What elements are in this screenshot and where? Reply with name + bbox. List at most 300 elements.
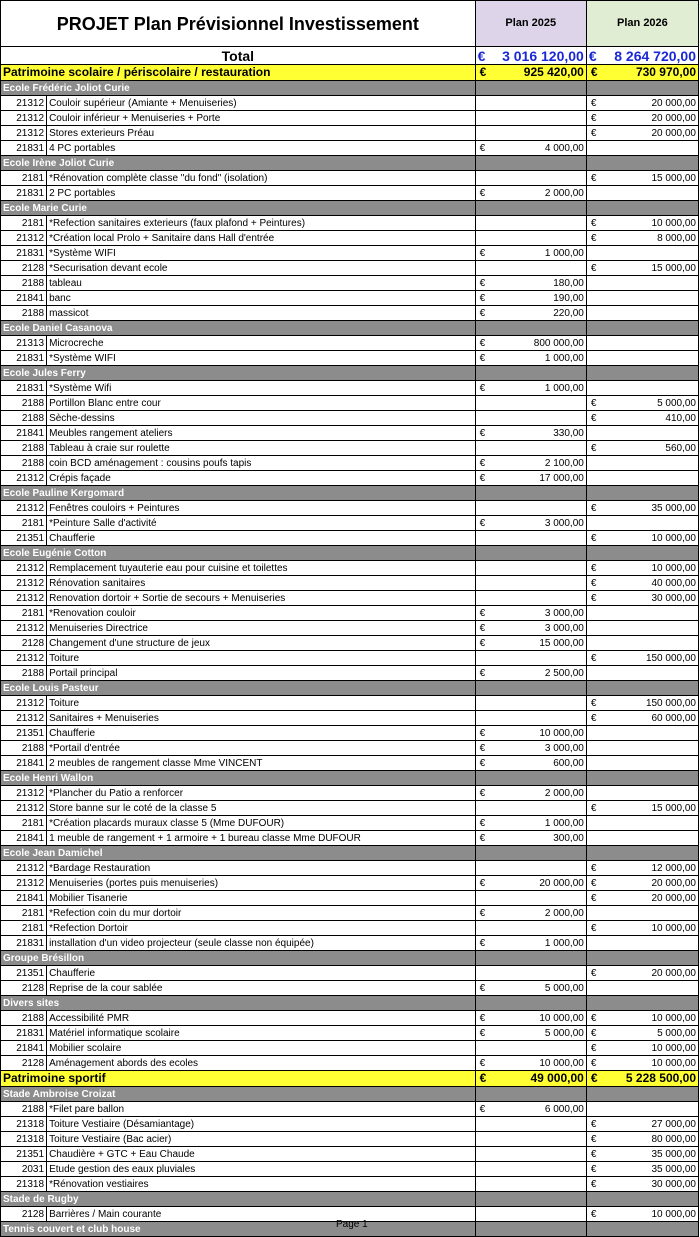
p26-value: 10 000,00 [651,922,696,934]
currency-symbol: € [479,65,487,79]
category-row [1,65,699,81]
table-row [1,756,699,771]
p25-value: 800 000,00 [533,337,584,349]
page-number: Page 1 [336,1219,368,1230]
account-code: 21312 [1,876,47,891]
account-code: 21312 [1,711,47,726]
currency-symbol: € [479,1071,487,1085]
empty-cell [586,1222,698,1237]
p26-cell [586,531,698,546]
currency-symbol: € [590,892,597,904]
p25-value: 925 420,00 [523,65,584,79]
account-code: 21312 [1,126,47,141]
item-label: *Securisation devant ecole [47,261,476,276]
item-label: *Portail d'entrée [47,741,476,756]
currency-symbol: € [479,382,486,394]
p26-value: 8 000,00 [657,232,696,244]
item-label: *Refection Dortoir [47,921,476,936]
account-code: 21312 [1,501,47,516]
table-row [1,891,699,906]
item-label: *Création local Prolo + Sanitaire dans Hall d'entrée [47,231,476,246]
p26-cell [586,111,698,126]
item-label: Chaudière + GTC + Eau Chaude [47,1147,476,1162]
table-row [1,561,699,576]
p25-cell [475,456,586,471]
account-code: 2128 [1,1056,47,1071]
currency-symbol: € [590,97,597,109]
table-row [1,246,699,261]
table-row [1,1056,699,1071]
table-row [1,966,699,981]
currency-symbol: € [590,1133,597,1145]
empty-cell [586,771,698,786]
currency-symbol: € [479,292,486,304]
p26-cell [586,1207,698,1222]
p25-cell [475,216,586,231]
school-header-row [1,156,699,171]
p25-value: 20 000,00 [539,877,584,889]
school-name: Ecole Marie Curie [1,201,476,216]
p25-value: 300,00 [553,832,584,844]
p26-cell [586,741,698,756]
p26-cell [586,621,698,636]
p25-value: 190,00 [553,292,584,304]
currency-symbol: € [590,217,597,229]
header-row [1,1,699,47]
table-row [1,1041,699,1056]
account-code: 2188 [1,1011,47,1026]
table-row [1,441,699,456]
empty-cell [475,321,586,336]
empty-cell [586,321,698,336]
account-code: 21831 [1,186,47,201]
currency-symbol: € [479,187,486,199]
table-row [1,306,699,321]
p25-cell [475,936,586,951]
p25-value: 2 100,00 [544,457,584,469]
currency-symbol: € [479,982,486,994]
p26-cell [586,246,698,261]
table-row [1,876,699,891]
p25-cell [475,561,586,576]
currency-symbol: € [590,562,597,574]
p26-value: 80 000,00 [651,1133,696,1145]
p26-value: 15 000,00 [651,172,696,184]
empty-cell [586,81,698,96]
currency-symbol: € [479,247,486,259]
item-label: Changement d'une structure de jeux [47,636,476,651]
empty-cell [586,951,698,966]
account-code: 2128 [1,636,47,651]
p26-value: 5 000,00 [657,397,696,409]
p25-value: 220,00 [553,307,584,319]
p26-value: 410,00 [665,412,696,424]
p25-cell [475,351,586,366]
account-code: 21318 [1,1117,47,1132]
p25-cell [475,1041,586,1056]
currency-symbol: € [590,112,597,124]
p25-cell [475,816,586,831]
school-header-row [1,951,699,966]
item-label: Fenêtres couloirs + Peintures [47,501,476,516]
p26-cell [586,786,698,801]
account-code: 2188 [1,666,47,681]
p25-cell [475,801,586,816]
table-row [1,291,699,306]
school-header-row [1,846,699,861]
school-header-row [1,201,699,216]
currency-symbol: € [590,232,597,244]
account-code: 21312 [1,111,47,126]
table-row [1,1162,699,1177]
currency-symbol: € [479,427,486,439]
item-label: *Plancher du Patio a renforcer [47,786,476,801]
currency-symbol: € [479,1057,486,1069]
item-label: *Système Wifi [47,381,476,396]
empty-cell [475,81,586,96]
item-label: Menuiseries Directrice [47,621,476,636]
p26-cell [586,861,698,876]
item-label: Chaufferie [47,531,476,546]
currency-symbol: € [588,47,597,64]
account-code: 21318 [1,1132,47,1147]
p25-cell [475,381,586,396]
p25-value: 2 000,00 [544,187,584,199]
school-name: Stade de Rugby [1,1192,476,1207]
account-code: 2181 [1,906,47,921]
table-row [1,1102,699,1117]
p26-cell [586,891,698,906]
empty-cell [475,1087,586,1102]
p26-cell [586,876,698,891]
table-row [1,1026,699,1041]
p26-cell [586,816,698,831]
school-header-row [1,1192,699,1207]
p26-value: 10 000,00 [651,1208,696,1220]
currency-symbol: € [590,862,597,874]
item-label: Sanitaires + Menuiseries [47,711,476,726]
p25-cell [475,1177,586,1192]
item-label: Accessibilité PMR [47,1011,476,1026]
p26-value: 40 000,00 [651,577,696,589]
p25-cell [475,906,586,921]
p26-cell [586,666,698,681]
account-code: 21831 [1,351,47,366]
p25-cell [475,636,586,651]
school-header-row [1,321,699,336]
currency-symbol: € [479,742,486,754]
item-label: Portillon Blanc entre cour [47,396,476,411]
table-row [1,141,699,156]
p25-cell [475,1026,586,1041]
item-label: Toiture Vestiaire (Bac acier) [47,1132,476,1147]
p26-cell [586,126,698,141]
p25-value: 1 000,00 [544,382,584,394]
account-code: 2128 [1,1207,47,1222]
item-label: Renovation dortoir + Sortie de secours + Menuiseries [47,591,476,606]
table-row [1,261,699,276]
p26-cell [586,501,698,516]
currency-symbol: € [590,1027,597,1039]
item-label: *Système WIFI [47,351,476,366]
account-code: 21312 [1,786,47,801]
currency-symbol: € [479,637,486,649]
p26-value: 20 000,00 [651,112,696,124]
account-code: 21313 [1,336,47,351]
p25-cell [475,246,586,261]
plan-2025-header: Plan 2025 [475,1,586,47]
school-name: Divers sites [1,996,476,1011]
table-row [1,921,699,936]
account-code: 21312 [1,651,47,666]
table-row [1,1147,699,1162]
item-label: Sèche-dessins [47,411,476,426]
p25-cell [475,186,586,201]
currency-symbol: € [590,922,597,934]
p26-cell [586,636,698,651]
table-row [1,1117,699,1132]
currency-symbol: € [590,1057,597,1069]
category-label: Patrimoine scolaire / périscolaire / restauration [1,65,476,81]
item-label: *Rénovation vestiaires [47,1177,476,1192]
school-header-row [1,366,699,381]
p26-cell [586,141,698,156]
currency-symbol: € [590,697,597,709]
p26-cell [586,1132,698,1147]
p25-cell [475,1132,586,1147]
item-label: Tableau à craie sur roulette [47,441,476,456]
currency-symbol: € [590,412,597,424]
empty-cell [586,486,698,501]
account-code: 21841 [1,426,47,441]
p26-cell [586,831,698,846]
p26-cell [586,576,698,591]
empty-cell [586,546,698,561]
table-row [1,726,699,741]
p25-cell [475,141,586,156]
account-code: 2188 [1,306,47,321]
item-label: *Renovation couloir [47,606,476,621]
school-name: Ecole Daniel Casanova [1,321,476,336]
currency-symbol: € [590,502,597,514]
table-row [1,411,699,426]
p26-cell [586,906,698,921]
p26-cell [586,261,698,276]
p25-cell [475,96,586,111]
p25-cell [475,1071,586,1087]
p25-cell [475,65,586,81]
table-row [1,1132,699,1147]
account-code: 2031 [1,1162,47,1177]
empty-cell [475,681,586,696]
currency-symbol: € [590,1012,597,1024]
p26-cell [586,801,698,816]
p25-value: 2 500,00 [544,667,584,679]
currency-symbol: € [479,1012,486,1024]
item-label: banc [47,291,476,306]
school-name: Ecole Irène Joliot Curie [1,156,476,171]
table-row [1,831,699,846]
table-row [1,126,699,141]
p25-cell [475,831,586,846]
p25-cell [475,1056,586,1071]
account-code: 21312 [1,861,47,876]
p26-cell [586,1102,698,1117]
p26-cell [586,1026,698,1041]
p25-cell [475,726,586,741]
p26-cell [586,231,698,246]
p25-value: 15 000,00 [539,637,584,649]
p26-cell [586,1011,698,1026]
p26-value: 20 000,00 [651,127,696,139]
currency-symbol: € [479,1027,486,1039]
p25-cell [475,426,586,441]
account-code: 21312 [1,561,47,576]
p26-value: 10 000,00 [651,1012,696,1024]
currency-symbol: € [590,1178,597,1190]
item-label: Mobilier Tisanerie [47,891,476,906]
account-code: 2188 [1,1102,47,1117]
p25-cell [475,876,586,891]
table-row [1,621,699,636]
school-header-row [1,771,699,786]
p26-cell [586,471,698,486]
item-label: 2 meubles de rangement classe Mme VINCENT [47,756,476,771]
account-code: 21312 [1,576,47,591]
p26-value: 150 000,00 [645,652,696,664]
p25-cell [475,516,586,531]
table-row [1,381,699,396]
p25-cell [475,711,586,726]
table-row [1,516,699,531]
item-label: *Refection coin du mur dortoir [47,906,476,921]
p25-value: 49 000,00 [530,1071,584,1085]
p26-cell [586,456,698,471]
p26-value: 35 000,00 [651,1148,696,1160]
p25-cell [475,411,586,426]
item-label: *Rénovation complète classe "du fond" (isolation) [47,171,476,186]
school-name: Ecole Frédéric Joliot Curie [1,81,476,96]
p25-cell [475,1162,586,1177]
p25-value: 330,00 [553,427,584,439]
p25-cell [475,306,586,321]
p26-cell [586,65,698,81]
p25-value: 6 000,00 [544,1103,584,1115]
item-label: *Filet pare ballon [47,1102,476,1117]
table-row [1,396,699,411]
p26-value: 150 000,00 [645,697,696,709]
p25-cell [475,576,586,591]
item-label: tableau [47,276,476,291]
p26-cell [586,1071,698,1087]
account-code: 2181 [1,516,47,531]
p25-cell [475,501,586,516]
p26-cell [586,651,698,666]
table-row [1,276,699,291]
currency-symbol: € [479,517,486,529]
empty-cell [586,366,698,381]
currency-symbol: € [479,622,486,634]
item-label: Microcreche [47,336,476,351]
p26-cell [586,336,698,351]
empty-cell [586,681,698,696]
table-row [1,111,699,126]
item-label: Aménagement abords des ecoles [47,1056,476,1071]
total-2025-value: 3 016 120,00 [502,47,584,64]
p26-cell [586,981,698,996]
p25-value: 10 000,00 [539,1057,584,1069]
account-code: 21318 [1,1177,47,1192]
currency-symbol: € [479,832,486,844]
p26-cell [586,1041,698,1056]
p26-value: 10 000,00 [651,1057,696,1069]
account-code: 2181 [1,171,47,186]
p25-value: 17 000,00 [539,472,584,484]
item-label: massicot [47,306,476,321]
p25-cell [475,396,586,411]
p26-cell [586,306,698,321]
p25-cell [475,126,586,141]
p25-value: 5 000,00 [544,1027,584,1039]
table-row [1,906,699,921]
empty-cell [475,996,586,1011]
p26-value: 20 000,00 [651,892,696,904]
currency-symbol: € [590,1163,597,1175]
school-header-row [1,81,699,96]
p26-value: 5 000,00 [657,1027,696,1039]
table-row [1,861,699,876]
p26-cell [586,1117,698,1132]
account-code: 2181 [1,216,47,231]
table-row [1,231,699,246]
table-row [1,816,699,831]
p25-value: 10 000,00 [539,1012,584,1024]
p25-cell [475,591,586,606]
p26-value: 10 000,00 [651,532,696,544]
table-row [1,576,699,591]
school-name: Ecole Henri Wallon [1,771,476,786]
account-code: 2128 [1,981,47,996]
currency-symbol: € [590,262,597,274]
p26-cell [586,1177,698,1192]
currency-symbol: € [479,457,486,469]
category-label: Patrimoine sportif [1,1071,476,1087]
school-name: Groupe Brésillon [1,951,476,966]
item-label: Meubles rangement ateliers [47,426,476,441]
p25-value: 2 000,00 [544,787,584,799]
empty-cell [475,366,586,381]
p25-cell [475,651,586,666]
item-label: Toiture Vestiaire (Désamiantage) [47,1117,476,1132]
p26-cell [586,171,698,186]
p25-cell [475,471,586,486]
item-label: Barrières / Main courante [47,1207,476,1222]
p25-cell [475,966,586,981]
p26-cell [586,936,698,951]
p26-value: 10 000,00 [651,217,696,229]
p26-cell [586,1147,698,1162]
account-code: 21312 [1,621,47,636]
p26-cell [586,561,698,576]
currency-symbol: € [479,352,486,364]
p25-cell [475,1147,586,1162]
account-code: 21831 [1,936,47,951]
currency-symbol: € [590,442,597,454]
p25-cell [475,606,586,621]
account-code: 21312 [1,231,47,246]
currency-symbol: € [479,337,486,349]
item-label: Chaufferie [47,966,476,981]
